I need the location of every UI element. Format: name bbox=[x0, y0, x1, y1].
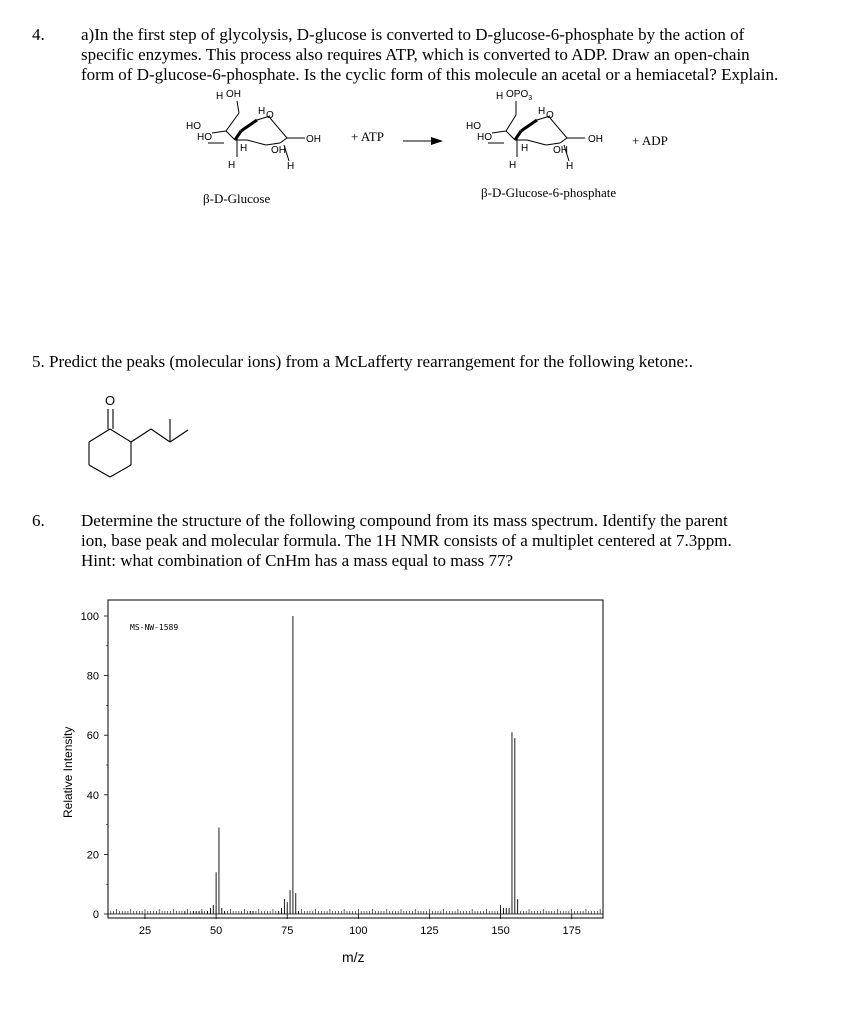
glycolysis-reaction-scheme bbox=[0, 85, 844, 210]
glucose-ho-2: HO bbox=[197, 132, 212, 143]
ketone-structure bbox=[70, 385, 210, 495]
y-tick-label: 20 bbox=[86, 849, 99, 862]
y-axis-label: Relative Intensity bbox=[61, 726, 75, 818]
question-5-text: 5. Predict the peaks (molecular ions) from a McLafferty rearrangement for the following ketone:. bbox=[32, 352, 694, 371]
chart-frame bbox=[108, 600, 603, 918]
question-4-line-2: specific enzymes. This process also requires ATP, which is converted to ADP. Draw an open-chain bbox=[81, 45, 750, 64]
g6p-h-top: H bbox=[496, 91, 504, 102]
g6p-ho-1: HO bbox=[466, 121, 481, 132]
glucose-h-top: H bbox=[216, 91, 224, 102]
g6p-ring-h: H bbox=[538, 106, 546, 117]
x-tick-label: 25 bbox=[138, 925, 152, 937]
y-tick-label: 60 bbox=[86, 730, 99, 743]
question-4-line-3: form of D-glucose-6-phosphate. Is the cyclic form of this molecule an acetal or a hemiacetal? Explain. bbox=[81, 65, 779, 84]
glucose-h-3: H bbox=[287, 161, 295, 172]
question-6-line-3: Hint: what combination of CnHm has a mass equal to mass 77? bbox=[81, 551, 514, 570]
x-axis-label: m/z bbox=[342, 949, 365, 965]
reaction-arrow bbox=[403, 137, 443, 145]
question-6-line-2: ion, base peak and molecular formula. The 1H NMR consists of a multiplet centered at 7.3ppm. bbox=[81, 531, 732, 550]
glucose-ho-1: HO bbox=[186, 121, 201, 132]
x-tick-label: 100 bbox=[349, 925, 368, 937]
y-tick-label: 80 bbox=[86, 670, 99, 683]
y-tick-label: 100 bbox=[80, 611, 99, 623]
g6p-oh-right: OH bbox=[588, 134, 603, 145]
g6p-opo3: $OPO_3$ bbox=[506, 89, 533, 102]
glucose-oh-mid: OH bbox=[271, 145, 286, 156]
g6p-oh-mid: OH bbox=[553, 145, 568, 156]
beta-d-glucose-structure bbox=[208, 101, 305, 161]
x-tick-label: 50 bbox=[209, 925, 223, 937]
mass-spectrum-chart bbox=[0, 590, 844, 980]
x-tick-label: 150 bbox=[491, 925, 510, 937]
g6p-ring-o: O bbox=[546, 110, 554, 121]
product-label: β-D-Glucose-6-phosphate bbox=[481, 185, 617, 200]
question-4-number: 4. bbox=[32, 25, 45, 44]
glucose-oh-top: OH bbox=[226, 89, 241, 100]
g6p-h-3: H bbox=[566, 161, 574, 172]
glucose-ring-o: O bbox=[266, 110, 274, 121]
question-4-text bbox=[81, 25, 778, 85]
y-tick-label: 0 bbox=[92, 909, 99, 921]
carbonyl-oxygen: O bbox=[105, 393, 116, 408]
g6p-h-1: H bbox=[521, 143, 529, 154]
question-6-text bbox=[81, 511, 732, 571]
question-6-line-1: Determine the structure of the following compound from its mass spectrum. Identify the parent bbox=[81, 511, 728, 530]
glucose-h-2: H bbox=[228, 160, 236, 171]
glucose-6-phosphate-structure bbox=[488, 101, 585, 161]
glucose-h-1: H bbox=[240, 143, 248, 154]
glucose-ring-h: H bbox=[258, 106, 266, 117]
plus-adp: + ADP bbox=[632, 133, 668, 148]
question-4-line-1: a)In the first step of glycolysis, D-glucose is converted to D-glucose-6-phosphate by the action of bbox=[81, 25, 745, 44]
glucose-oh-right: OH bbox=[306, 134, 321, 145]
x-tick-label: 175 bbox=[562, 925, 581, 937]
x-tick-label: 75 bbox=[281, 925, 294, 937]
question-6-number: 6. bbox=[32, 511, 45, 530]
plus-atp: + ATP bbox=[351, 129, 384, 144]
g6p-ho-2: HO bbox=[477, 132, 492, 143]
g6p-h-2: H bbox=[509, 160, 517, 171]
y-tick-label: 40 bbox=[86, 789, 99, 802]
chart-title: MS-NW-1589 bbox=[130, 623, 179, 632]
reactant-label: β-D-Glucose bbox=[203, 191, 271, 206]
x-tick-label: 125 bbox=[420, 925, 439, 937]
